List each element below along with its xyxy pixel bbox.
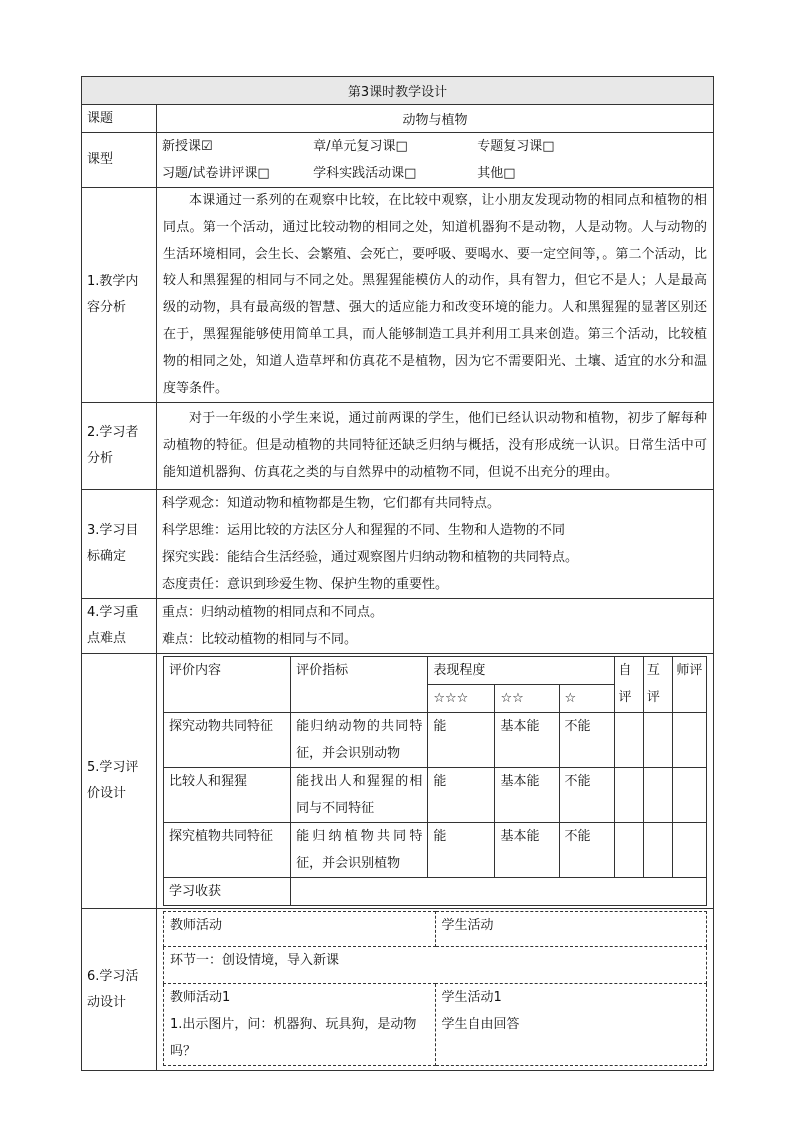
course-type-line-1 <box>162 133 708 160</box>
level-two-stars: ☆☆ <box>495 685 559 713</box>
topic-row <box>82 105 714 133</box>
eval-harvest-label: 学习收获 <box>164 878 291 906</box>
evaluation-cell <box>157 654 714 909</box>
checkbox-icon[interactable]: □ <box>395 139 408 154</box>
eval-peer-cell[interactable] <box>643 823 672 878</box>
eval-teacher-cell[interactable] <box>673 823 707 878</box>
key-points-row <box>82 599 714 654</box>
eval-indicator: 能归纳植物共同特征，并会识别植物 <box>291 823 428 878</box>
eval-level-3: 能 <box>428 823 495 878</box>
course-type-options <box>157 133 714 188</box>
course-type-label: 课型 <box>82 133 157 188</box>
topic-label: 课题 <box>82 105 157 133</box>
eval-header-content: 评价内容 <box>164 657 291 713</box>
objective-item: 探究实践：能结合生活经验，通过观察图片归纳动物和植物的共同特点。 <box>162 550 579 566</box>
student-activity-1-text: 学生自由回答 <box>441 1017 520 1033</box>
level-three-stars: ☆☆☆ <box>428 685 495 713</box>
eval-level-2: 基本能 <box>495 713 559 768</box>
evaluation-row <box>82 654 714 909</box>
eval-level-1: 不能 <box>559 713 615 768</box>
level-one-star: ☆ <box>559 685 615 713</box>
eval-harvest-row <box>164 878 707 906</box>
title-row <box>82 77 714 105</box>
option-exercise-review[interactable]: 习题/试卷讲评课□ <box>162 160 309 187</box>
objectives-label: 3.学习目标确定 <box>82 490 157 599</box>
eval-level-1: 不能 <box>559 823 615 878</box>
eval-level-3: 能 <box>428 713 495 768</box>
eval-level-2: 基本能 <box>495 823 559 878</box>
eval-header-teacher: 师评 <box>673 657 707 713</box>
eval-header-performance: 表现程度 <box>428 657 615 685</box>
lesson-plan-table <box>81 76 714 1071</box>
eval-teacher-cell[interactable] <box>673 713 707 768</box>
key-points-label: 4.学习重点难点 <box>82 599 157 654</box>
option-unit-review[interactable]: 章/单元复习课□ <box>313 133 473 160</box>
learner-analysis-text: 对于一年级的小学生来说，通过前两课的学生，他们已经认识动物和植物，初步了解每种动植物的特征。但是动植物的共同特征还缺乏归纳与概括，没有形成统一认识。日常生活中可能知道机器狗、仿真花之类的与自然界中的动植物不同，但说不出充分的理由。 <box>157 403 714 490</box>
eval-header-self: 自评 <box>615 657 643 713</box>
lesson-plan-page <box>81 76 713 1071</box>
course-type-row <box>82 133 714 188</box>
checked-box-icon[interactable]: ☑ <box>201 139 213 154</box>
activities-cell <box>157 909 714 1071</box>
activities-label: 6.学习活动设计 <box>82 909 157 1071</box>
learner-analysis-row <box>82 403 714 490</box>
option-practice-activity[interactable]: 学科实践活动课□ <box>313 160 473 187</box>
eval-harvest-field[interactable] <box>291 878 707 906</box>
eval-level-2: 基本能 <box>495 768 559 823</box>
difficulty-item: 难点：比较动植物的相同与不同。 <box>162 632 358 648</box>
student-activity-header: 学生活动 <box>435 912 707 947</box>
student-activity-1 <box>435 984 707 1066</box>
checkbox-icon[interactable]: □ <box>542 139 555 154</box>
eval-data-row <box>164 823 707 878</box>
eval-header-indicator: 评价指标 <box>291 657 428 713</box>
eval-self-cell[interactable] <box>615 768 643 823</box>
topic-value: 动物与植物 <box>157 105 714 133</box>
learner-analysis-label: 2.学习者分析 <box>82 403 157 490</box>
eval-peer-cell[interactable] <box>643 713 672 768</box>
checkbox-icon[interactable]: □ <box>503 166 516 181</box>
course-type-line-2 <box>162 160 708 187</box>
evaluation-label: 5.学习评价设计 <box>82 654 157 909</box>
objectives-list <box>157 490 714 599</box>
eval-level-1: 不能 <box>559 768 615 823</box>
segment-one-title: 环节一：创设情境，导入新课 <box>164 947 707 984</box>
eval-self-cell[interactable] <box>615 823 643 878</box>
objective-item: 科学观念：知道动物和植物都是生物，它们都有共同特点。 <box>162 496 501 512</box>
activities-table <box>163 911 707 1066</box>
content-analysis-text: 本课通过一系列的在观察中比较，在比较中观察，让小朋友发现动物的相同点和植物的相同点。第一个活动，通过比较动物的相同之处，知道机器狗不是动物，人是动物。人与动物的生活环境相同，会生长、会繁殖、会死亡，要呼吸、要喝水、要一定空间等，。第二个活动，比较人和黑猩猩的相同与不同之处。黑猩猩能模仿人的动作，具有智力，但它不是人；人是最高级的动物，具有最高级的智慧、强大的适应能力和改变环境的能力。人和黑猩猩的显著区别还在于，黑猩猩能够使用简单工具，而人能够制造工具并利用工具来创造。第三个活动，比较植物的相同之处，知道人造草坪和仿真花不是植物，因为它不需要阳光、土壤、适宜的水分和温度等条件。 <box>157 188 714 403</box>
checkbox-icon[interactable]: □ <box>404 166 417 181</box>
act-header-row <box>164 912 707 947</box>
teacher-activity-1-text: 1.出示图片，问：机器狗、玩具狗，是动物吗？ <box>170 1017 417 1060</box>
objective-item: 态度责任：意识到珍爱生物、保护生物的重要性。 <box>162 577 449 593</box>
eval-self-cell[interactable] <box>615 713 643 768</box>
option-topic-review[interactable]: 专题复习课□ <box>477 133 554 160</box>
teacher-activity-1 <box>164 984 436 1066</box>
eval-content: 探究植物共同特征 <box>164 823 291 878</box>
key-point-item: 重点：归纳动植物的相同点和不同点。 <box>162 605 384 621</box>
eval-indicator: 能归纳动物的共同特征，并会识别动物 <box>291 713 428 768</box>
key-points-list <box>157 599 714 654</box>
content-analysis-label: 1.教学内容分析 <box>82 188 157 403</box>
activities-row <box>82 909 714 1071</box>
eval-content: 探究动物共同特征 <box>164 713 291 768</box>
act-detail-row <box>164 984 707 1066</box>
eval-level-3: 能 <box>428 768 495 823</box>
teacher-activity-1-title: 教师活动1 <box>170 990 231 1006</box>
eval-peer-cell[interactable] <box>643 768 672 823</box>
eval-header-row <box>164 657 707 685</box>
eval-header-peer: 互评 <box>643 657 672 713</box>
eval-data-row <box>164 768 707 823</box>
eval-indicator: 能找出人和猩猩的相同与不同特征 <box>291 768 428 823</box>
eval-teacher-cell[interactable] <box>673 768 707 823</box>
eval-data-row <box>164 713 707 768</box>
content-analysis-row <box>82 188 714 403</box>
act-segment-row <box>164 947 707 984</box>
teacher-activity-header: 教师活动 <box>164 912 436 947</box>
option-new-lesson[interactable]: 新授课☑ <box>162 133 309 160</box>
option-other[interactable]: 其他□ <box>477 160 515 187</box>
evaluation-table <box>163 656 707 906</box>
objectives-row <box>82 490 714 599</box>
doc-title: 第3课时教学设计 <box>82 77 714 105</box>
objective-item: 科学思维：运用比较的方法区分人和猩猩的不同、生物和人造物的不同 <box>162 523 566 539</box>
student-activity-1-title: 学生活动1 <box>441 990 502 1006</box>
eval-content: 比较人和猩猩 <box>164 768 291 823</box>
checkbox-icon[interactable]: □ <box>257 166 270 181</box>
